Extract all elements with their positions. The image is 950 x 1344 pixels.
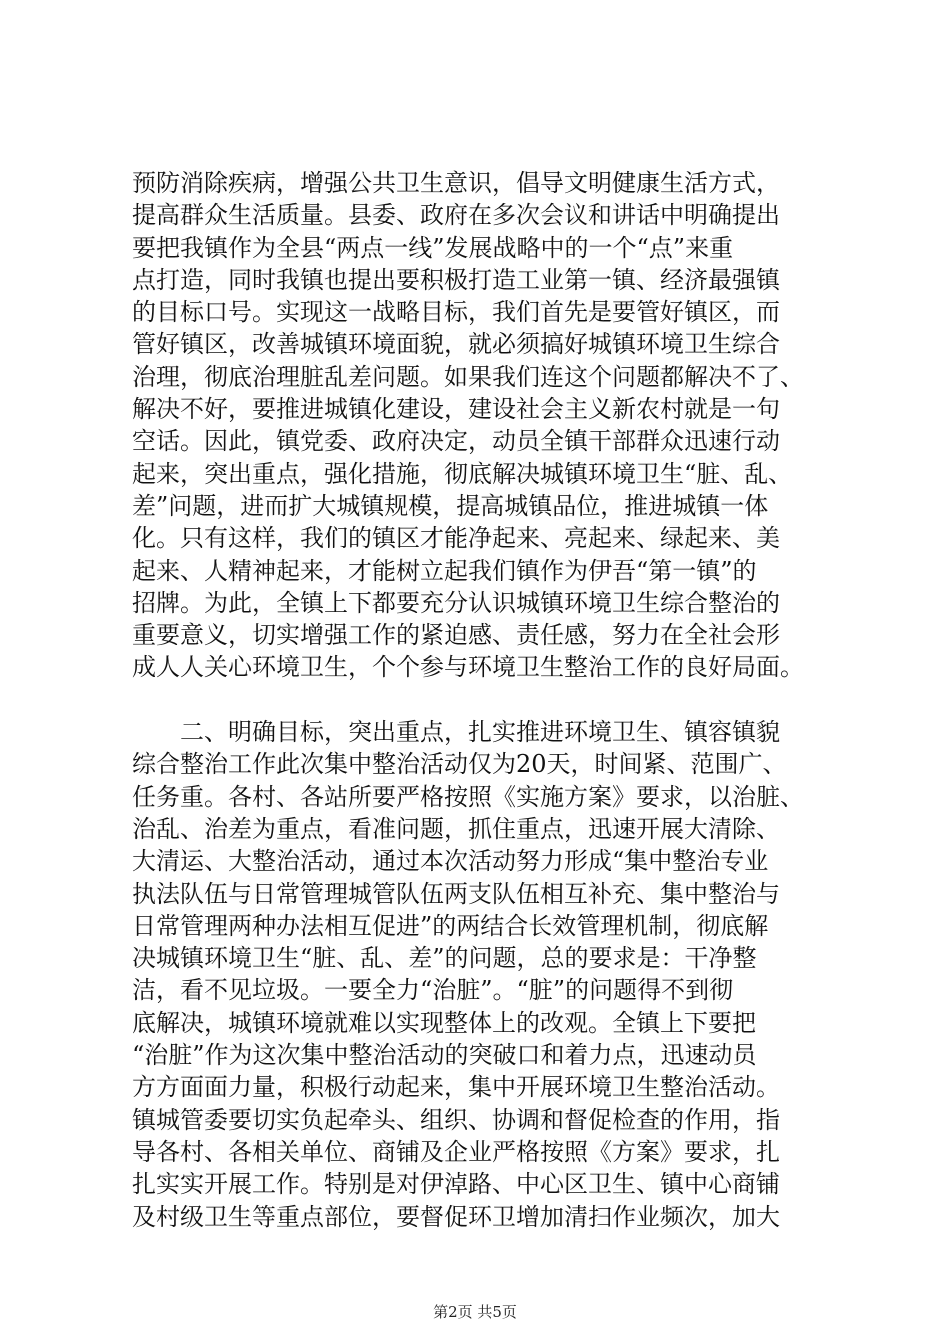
document-body: [132, 167, 832, 1233]
text-line: 起来、人精神起来，才能树立起我们镇作为伊吾“第一镇”的: [132, 556, 757, 585]
text-line: 管好镇区，改善城镇环境面貌，就必须搞好城镇环境卫生综合: [132, 330, 780, 359]
text-line: 洁，看不见垃圾。一要全力“治脏”。“脏”的问题得不到彻: [132, 976, 734, 1005]
paragraph-spacer: [132, 684, 832, 716]
paragraph-1: [132, 167, 832, 684]
text-line: 要把我镇作为全县“两点一线”发展战略中的一个“点”来重: [132, 233, 734, 262]
text-line: 执法队伍与日常管理城管队伍两支队伍相互补充、集中整治与: [132, 879, 780, 908]
text-line: 重要意义，切实增强工作的紧迫感、责任感，努力在全社会形: [132, 621, 780, 650]
text-line: 化。只有这样，我们的镇区才能净起来、亮起来、绿起来、美: [132, 524, 780, 553]
text-line: 治乱、治差为重点，看准问题，抓住重点，迅速开展大清除、: [132, 814, 780, 843]
page-number-footer: 第2页 共5页: [433, 1303, 517, 1321]
text-line: 大清运、大整治活动，通过本次活动努力形成“集中整治专业: [132, 847, 769, 876]
text-line: 起来，突出重点，强化措施，彻底解决城镇环境卫生“脏、乱、: [132, 459, 793, 488]
text-line: 解决不好，要推进城镇化建设，建设社会主义新农村就是一句: [132, 395, 780, 424]
text-line: 差”问题，进而扩大城镇规模，提高城镇品位，推进城镇一体: [132, 491, 769, 520]
text-line: “治脏”作为这次集中整治活动的突破口和着力点，迅速动员: [132, 1041, 757, 1070]
text-line: 方方面面力量，积极行动起来，集中开展环境卫生整治活动。: [132, 1073, 780, 1102]
text-line: 的目标口号。实现这一战略目标，我们首先是要管好镇区，而: [132, 298, 780, 327]
text-line: 镇城管委要切实负起牵头、组织、协调和督促检查的作用，指: [132, 1105, 780, 1134]
text-line: 预防消除疾病，增强公共卫生意识，倡导文明健康生活方式，: [132, 169, 780, 197]
text-line: 及村级卫生等重点部位，要督促环卫增加清扫作业频次，加大: [132, 1202, 780, 1231]
text-line: 任务重。各村、各站所要严格按照《实施方案》要求，以治脏、: [132, 782, 804, 811]
text-line: 治理，彻底治理脏乱差问题。如果我们连这个问题都解决不了、: [132, 362, 804, 391]
text-line: 提高群众生活质量。县委、政府在多次会议和讲话中明确提出: [132, 201, 780, 230]
text-line: 导各村、各相关单位、商铺及企业严格按照《方案》要求，扎: [132, 1137, 780, 1166]
text-line: 点打造，同时我镇也提出要积极打造工业第一镇、经济最强镇: [132, 265, 780, 294]
text-line: 决城镇环境卫生“脏、乱、差”的问题，总的要求是：干净整: [132, 944, 757, 973]
text-line: 综合整治工作此次集中整治活动仅为20天，时间紧、范围广、: [132, 750, 787, 779]
paragraph-2: [132, 716, 832, 1233]
text-line: 日常管理两种办法相互促进”的两结合长效管理机制，彻底解: [132, 911, 769, 940]
text-line: 底解决，城镇环境就难以实现整体上的改观。全镇上下要把: [132, 1008, 756, 1037]
text-line: 二、明确目标，突出重点，扎实推进环境卫生、镇容镇貌: [132, 718, 780, 747]
text-line: 扎实实开展工作。特别是对伊淖路、中心区卫生、镇中心商铺: [132, 1170, 780, 1199]
text-line: 空话。因此，镇党委、政府决定，动员全镇干部群众迅速行动: [132, 427, 780, 456]
text-line: 招牌。为此，全镇上下都要充分认识城镇环境卫生综合整治的: [132, 588, 780, 617]
text-line: 成人人关心环境卫生，个个参与环境卫生整治工作的良好局面。: [132, 653, 804, 682]
